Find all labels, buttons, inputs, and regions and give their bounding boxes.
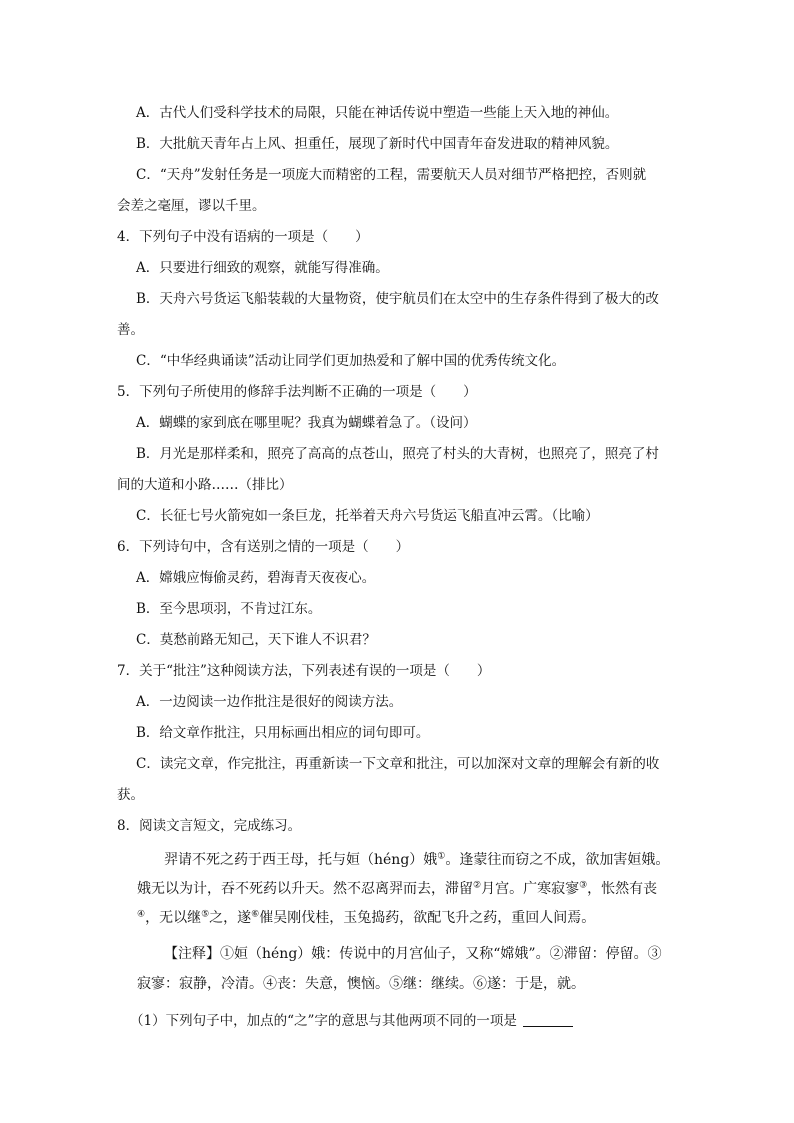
- q8-stem: 8．阅读文言短文，完成练习。: [117, 818, 302, 834]
- q4-option-b-line2: 善。: [117, 322, 144, 338]
- q3-option-c-line2: 会差之毫厘，谬以千里。: [117, 198, 266, 214]
- q8-passage-line3: ④，无以继⑤之，遂⑥催吴刚伐桂，玉兔捣药，欲配飞升之药，重回人间焉。: [137, 909, 596, 926]
- q3-option-b: B．大批航天青年占上风、担重任，展现了新时代中国青年奋发进取的精神风貌。: [136, 136, 619, 152]
- footnote-marker-3: ③: [579, 880, 588, 891]
- q5-option-b-line2: 间的大道和小路……（排比）: [117, 477, 293, 493]
- footnote-marker-4: ④: [137, 909, 146, 920]
- q7-option-b: B．给文章作批注，只用标画出相应的词句即可。: [136, 725, 430, 741]
- q4-option-a: A．只要进行细致的观察，就能写得准确。: [136, 260, 389, 276]
- footnote-marker-1: ①: [437, 851, 446, 862]
- q3-option-a: A．古代人们受科学技术的局限，只能在神话传说中塑造一些能上天入地的神仙。: [136, 105, 619, 121]
- q7-stem: 7．关于“批注”这种阅读方法，下列表述有误的一项是（ ）: [117, 663, 491, 679]
- q5-option-a: A．蝴蝶的家到底在哪里呢？我真为蝴蝶着急了。（设问）: [136, 415, 477, 431]
- q8-passage-line1: 羿请不死之药于西王母，托与姮（héng）娥①。逢蒙往而窃之不成，欲加害姮娥。: [164, 851, 670, 868]
- q4-option-b-line1: B．天舟六号货运飞船装载的大量物资，使宇航员们在太空中的生存条件得到了极大的改: [136, 291, 659, 307]
- footnote-marker-5: ⑤: [201, 909, 210, 920]
- q5-option-c: C．长征七号火箭宛如一条巨龙，托举着天舟六号货运飞船直冲云霄。（比喻）: [136, 508, 599, 524]
- q7-option-a: A．一边阅读一边作批注是很好的阅读方法。: [136, 694, 403, 710]
- q8-passage-line2: 娥无以为计，吞不死药以升天。然不忍离羿而去，滞留②月宫。广寒寂寥③，怅然有丧: [137, 880, 658, 897]
- q6-option-a: A．嫦娥应悔偷灵药，碧海青天夜夜心。: [136, 570, 376, 586]
- q3-option-c-line1: C．“天舟”发射任务是一项庞大而精密的工程，需要航天人员对细节严格把控，否则就: [136, 167, 647, 183]
- footnote-marker-2: ②: [473, 880, 482, 891]
- answer-blank[interactable]: [523, 1012, 573, 1027]
- q8-notes-line1: 【注释】①姮（héng）娥：传说中的月宫仙子，又称“嫦娥”。②滞留：停留。③: [164, 946, 662, 962]
- q6-option-c: C．莫愁前路无知己，天下谁人不识君？: [136, 632, 376, 648]
- q4-option-c: C．“中华经典诵读”活动让同学们更加热爱和了解中国的优秀传统文化。: [136, 353, 566, 369]
- q7-option-c-line1: C．读完文章，作完批注，再重新读一下文章和批注，可以加深对文章的理解会有新的收: [136, 756, 660, 772]
- footnote-marker-6: ⑥: [251, 909, 260, 920]
- q6-stem: 6．下列诗句中，含有送别之情的一项是（ ）: [117, 539, 410, 555]
- q8-subquestion-1: （1）下列句子中，加点的“之”字的意思与其他两项不同的一项是: [130, 1012, 573, 1030]
- q6-option-b: B．至今思项羽，不肯过江东。: [136, 601, 322, 617]
- q5-option-b-line1: B．月光是那样柔和，照亮了高高的点苍山，照亮了村头的大青树，也照亮了，照亮了村: [136, 446, 659, 462]
- q8-notes-line2: 寂寥：寂静，冷清。④丧：失意，懊恼。⑤继：继续。⑥遂：于是，就。: [137, 976, 585, 992]
- q7-option-c-line2: 获。: [117, 787, 144, 803]
- q4-stem: 4．下列句子中没有语病的一项是（ ）: [117, 229, 369, 245]
- q5-stem: 5．下列句子所使用的修辞手法判断不正确的一项是（ ）: [117, 384, 477, 400]
